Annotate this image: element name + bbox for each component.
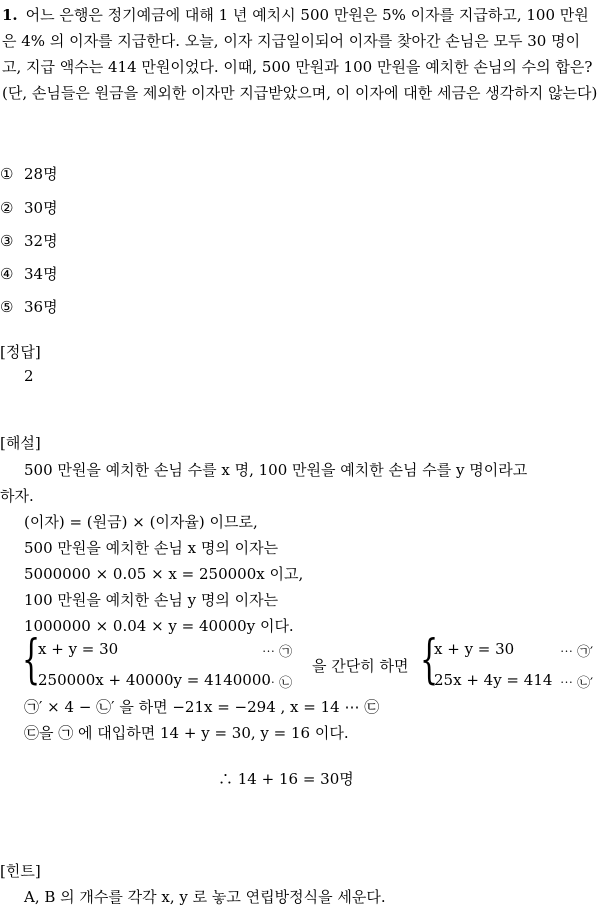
solution-conclusion: ∴ 14 + 16 = 30명	[218, 770, 354, 788]
solution-line-5: 1000000 × 0.04 × y = 40000y 이다.	[24, 617, 294, 635]
solution-line-7: ㉢을 ㉠ 에 대입하면 14 + y = 30, y = 16 이다.	[24, 724, 349, 742]
choice-2: ② 30명	[0, 199, 58, 217]
solution-line-4: 100 만원을 예치한 손님 y 명의 이자는	[24, 591, 279, 609]
system-2-eq-1: x + y = 30	[434, 640, 515, 658]
system-1-eq-1: x + y = 30	[38, 640, 119, 658]
question-text	[2, 2, 598, 106]
question-number: 1.	[2, 6, 18, 24]
system-2-tag-1: ⋯ ㉠′	[560, 645, 594, 660]
system-connector-text: 을 간단히 하면	[312, 657, 409, 675]
system-2-eq-2: 25x + 4y = 414	[434, 671, 553, 689]
hint-label: [힌트]	[0, 862, 41, 880]
solution-line-2: 500 만원을 예치한 손님 x 명의 이자는	[24, 539, 279, 557]
system-1-tag-2: ⋯ ㉡	[262, 676, 293, 691]
system-1-tag-1: ⋯ ㉠	[262, 645, 293, 660]
solution-line-3: 5000000 × 0.05 × x = 250000x 이고,	[24, 565, 304, 583]
solution-line-6: ㉠′ × 4 − ㉡′ 을 하면 −21x = −294 , x = 14 ⋯ ㉢	[24, 698, 380, 716]
answer-label: [정답]	[0, 343, 41, 361]
system-1-eq-2: 250000x + 40000y = 4140000	[38, 671, 271, 689]
answer-value: 2	[24, 367, 34, 385]
solution-line-1: (이자) = (원금) × (이자율) 이므로,	[24, 513, 258, 531]
solution-intro-2: 하자.	[0, 487, 34, 505]
choice-1: ① 28명	[0, 165, 58, 183]
choice-3: ③ 32명	[0, 232, 58, 250]
solution-label: [해설]	[0, 434, 41, 452]
solution-intro-1: 500 만원을 예치한 손님 수를 x 명, 100 만원을 예치한 손님 수를 y 명이라고	[24, 461, 528, 479]
choice-5: ⑤ 36명	[0, 298, 58, 316]
left-brace: {	[22, 630, 41, 690]
choice-4: ④ 34명	[0, 265, 58, 283]
left-brace: {	[420, 630, 439, 690]
system-2-tag-2: ⋯ ㉡′	[560, 676, 594, 691]
hint-text: A, B 의 개수를 각각 x, y 로 놓고 연립방정식을 세운다.	[24, 888, 386, 906]
question-body: 어느 은행은 정기예금에 대해 1 년 예치시 500 만원은 5% 이자를 지급하고, 100 만원은 4% 의 이자를 지급한다. 오늘, 이자 지급일이되어 이자를 찾아간 손님은 모두 30 명이고, 지급 액수는 414 만원이었다. 이때, 500 만원과 100 만원을 예치한 손님의 수의 합은? (단, 손님들은 원금을 제외한 이자만 지급받았으며, 이 이자에 대한 세금은 생각하지 않는다)	[2, 6, 598, 102]
